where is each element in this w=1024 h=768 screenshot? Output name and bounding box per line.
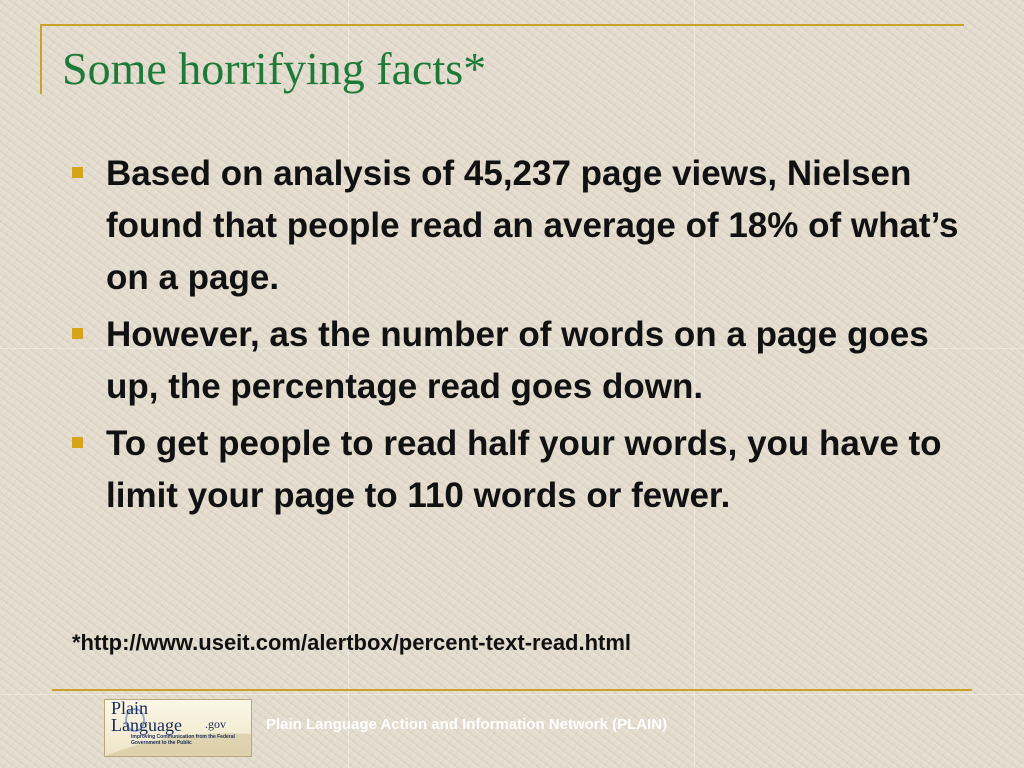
footer-organization: Plain Language Action and Information Network (PLAIN)	[266, 716, 668, 733]
bullet-item	[66, 309, 966, 413]
bullet-text: To get people to read half your words, you have to limit your page to 110 words or fewer.	[106, 424, 942, 515]
bullet-item	[66, 418, 966, 522]
square-bullet-icon	[72, 328, 83, 339]
bullet-list	[66, 148, 966, 527]
bullet-item	[66, 148, 966, 304]
title-rule-left	[40, 24, 42, 94]
title-rule-top	[40, 24, 964, 26]
slide-title: Some horrifying facts*	[62, 43, 487, 94]
plainlanguage-logo	[104, 699, 252, 757]
bullet-text: However, as the number of words on a page goes up, the percentage read goes down.	[106, 315, 929, 406]
bullet-text: Based on analysis of 45,237 page views, Nielsen found that people read an average of 18% of what’s on a page.	[106, 154, 959, 297]
background-seam	[0, 694, 1024, 695]
logo-tagline: Improving Communication from the Federal Government to the Public	[131, 734, 235, 746]
logo-wordmark: Plain Language	[111, 699, 182, 735]
footnote-source: *http://www.useit.com/alertbox/percent-text-read.html	[72, 630, 632, 655]
square-bullet-icon	[72, 167, 83, 178]
logo-gov-suffix: .gov	[205, 717, 226, 731]
footer-divider	[52, 689, 972, 691]
square-bullet-icon	[72, 437, 83, 448]
